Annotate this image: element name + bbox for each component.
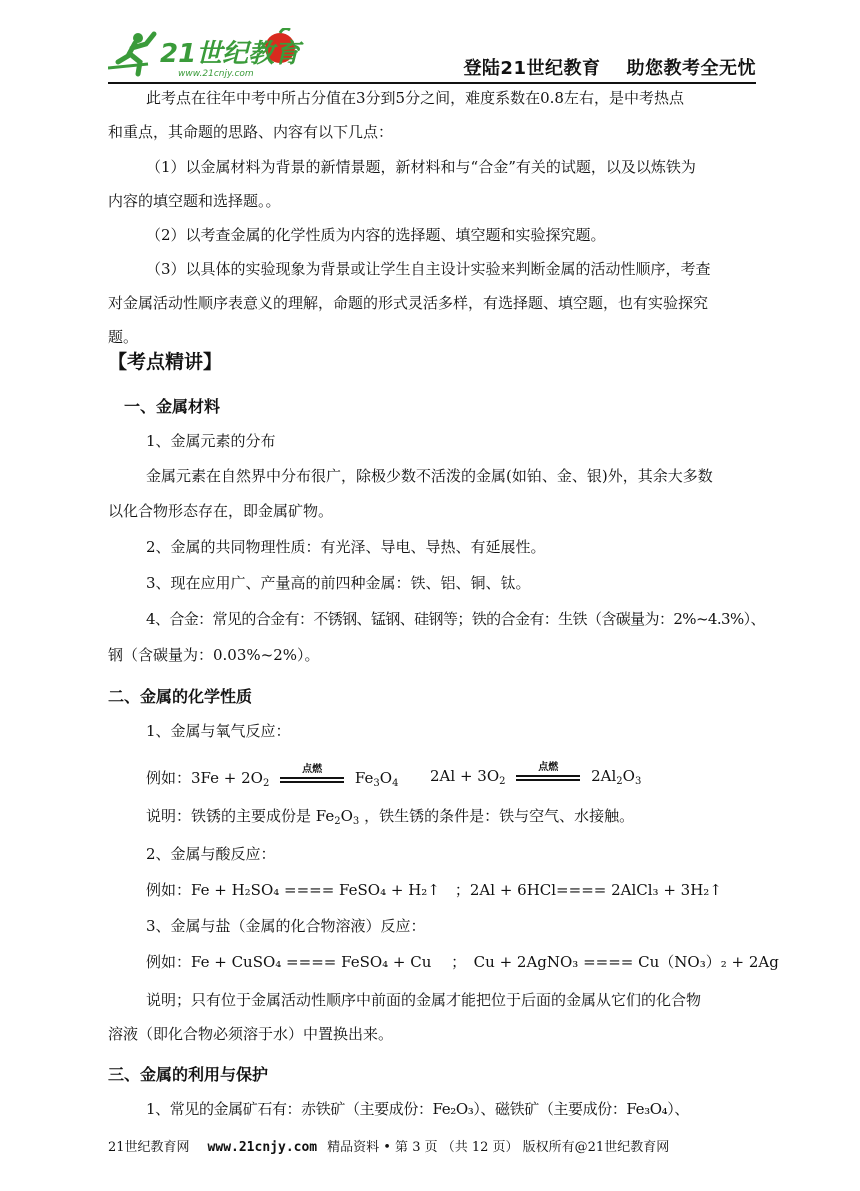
sec1-item3: 3、现在应用广、产量高的前四种金属：铁、铝、铜、钛。 bbox=[146, 574, 531, 592]
sec1-item1: 1、金属元素的分布 bbox=[146, 432, 276, 450]
footer-page-info: 精品资料 • 第 3 页 （共 12 页） 版权所有@21世纪教育网 bbox=[327, 1140, 670, 1155]
sec2-note1 bbox=[146, 800, 756, 832]
condition-label: 点燃 bbox=[538, 762, 559, 773]
sec2-note2-b: 溶液（即化合物必须溶于水）中置换出来。 bbox=[108, 1025, 394, 1043]
logo-text: 21世纪教育 bbox=[160, 39, 301, 69]
reaction-condition-arrow bbox=[516, 762, 580, 784]
sec1-item2: 2、金属的共同物理性质：有光泽、导电、导热、有延展性。 bbox=[146, 538, 546, 556]
section-title: 【考点精讲】 bbox=[108, 351, 223, 373]
sec1-item1-text-b: 以化合物形态存在，即金属矿物。 bbox=[108, 502, 334, 520]
sec2-note2-a: 说明；只有位于金属活动性顺序中前面的金属才能把位于后面的金属从它们的化合物 bbox=[146, 991, 702, 1009]
intro-paragraph-2a: （1）以金属材料为背景的新情景题，新材料和与“合金”有关的试题，以及以炼铁为 bbox=[146, 158, 696, 176]
sec1-item4b: 钢（含碳量为：0.03%~2%）。 bbox=[108, 646, 320, 664]
note1-sub2: 3 bbox=[352, 816, 360, 827]
sec2-item2: 2、金属与酸反应： bbox=[146, 845, 276, 863]
note1-o: O bbox=[340, 807, 353, 825]
page-footer bbox=[108, 1136, 756, 1155]
header-title-right: 助您教考全无忧 bbox=[626, 58, 756, 79]
intro-paragraph-3: （2）以考查金属的化学性质为内容的选择题、填空题和实验探究题。 bbox=[146, 226, 606, 244]
eq1-left: 3Fe + 2O bbox=[191, 769, 263, 787]
header-title bbox=[463, 54, 756, 80]
intro-paragraph-2b: 内容的填空题和选择题。。 bbox=[108, 192, 281, 210]
sec3-title: 三、金属的利用与保护 bbox=[108, 1065, 269, 1084]
eq2-left: 2Al + 3O bbox=[430, 767, 500, 785]
eq2-left-sub: 2 bbox=[499, 776, 506, 787]
reaction-condition-arrow bbox=[280, 764, 344, 786]
logo-21cnjy bbox=[108, 28, 318, 80]
page-header bbox=[108, 28, 756, 82]
note1-a: 说明：铁锈的主要成份是 Fe bbox=[146, 807, 335, 825]
footer-site: 21世纪教育网 bbox=[108, 1140, 190, 1155]
eq2-right-sub1: 2 bbox=[616, 776, 623, 787]
sec2-item1: 1、金属与氧气反应： bbox=[146, 722, 291, 740]
sec2-item3: 3、金属与盐（金属的化合物溶液）反应： bbox=[146, 917, 426, 935]
eq2-right-sub2: 3 bbox=[634, 776, 642, 787]
running-figure-icon bbox=[108, 33, 154, 74]
sec2-title: 二、金属的化学性质 bbox=[108, 687, 253, 706]
sec3-item1: 1、常见的金属矿石有：赤铁矿（主要成份：Fe₂O₃）、磁铁矿（主要成份：Fe₃O₄）、 bbox=[146, 1100, 689, 1118]
intro-paragraph-4a: （3）以具体的实验现象为背景或让学生自主设计实验来判断金属的活动性顺序，考查 bbox=[146, 260, 711, 278]
note1-sub1: 2 bbox=[334, 816, 341, 827]
eq2-right: 2Al bbox=[591, 767, 617, 785]
sec1-item4a: 4、合金：常见的合金有：不锈钢、锰钢、硅钢等；铁的合金有：生铁（含碳量为：2%~4.3%）、 bbox=[146, 610, 765, 628]
intro-paragraph-1b: 和重点，其命题的思路、内容有以下几点： bbox=[108, 123, 394, 141]
header-title-left: 登陆21世纪教育 bbox=[463, 58, 601, 79]
condition-label: 点燃 bbox=[302, 764, 323, 775]
equation-metal-salt: 例如：Fe + CuSO₄ ==== FeSO₄ + Cu ； Cu + 2AgNO₃ ==== Cu（NO₃）₂ + 2Ag bbox=[146, 953, 779, 971]
intro-paragraph-4b: 对金属活动性顺序表意义的理解，命题的形式灵活多样，有选择题、填空题，也有实验探究 bbox=[108, 294, 709, 312]
equation-aluminium-oxygen bbox=[430, 762, 642, 787]
equation-metal-acid: 例如：Fe + H₂SO₄ ==== FeSO₄ + H₂↑ ；2Al + 6HCl==== 2AlCl₃ + 3H₂↑ bbox=[146, 881, 722, 899]
sec1-title: 一、金属材料 bbox=[124, 397, 221, 416]
eq1-left-sub: 2 bbox=[262, 778, 270, 789]
note1-b: ，铁生锈的条件是：铁与空气、水接触。 bbox=[359, 807, 635, 825]
intro-paragraph-4c: 题。 bbox=[108, 328, 139, 346]
eq1-right-o: O bbox=[379, 769, 393, 787]
eq1-right: Fe bbox=[354, 769, 374, 787]
eq2-right-o: O bbox=[622, 767, 635, 785]
sec1-item1-text-a: 金属元素在自然界中分布很广，除极少数不活泼的金属(如铂、金、银)外，其余大多数 bbox=[146, 467, 713, 485]
equation-iron-oxygen bbox=[146, 764, 399, 789]
footer-url-link[interactable]: www.21cnjy.com bbox=[207, 1140, 318, 1155]
eq1-right-sub2: 4 bbox=[392, 778, 399, 789]
intro-paragraph-1a: 此考点在往年中考中所占分值在3分到5分之间，难度系数在0.8左右，是中考热点 bbox=[146, 89, 684, 107]
eq1-right-sub1: 3 bbox=[373, 778, 380, 789]
eq1-prefix: 例如： bbox=[146, 769, 192, 787]
logo-url: www.21cnjy.com bbox=[178, 69, 254, 79]
